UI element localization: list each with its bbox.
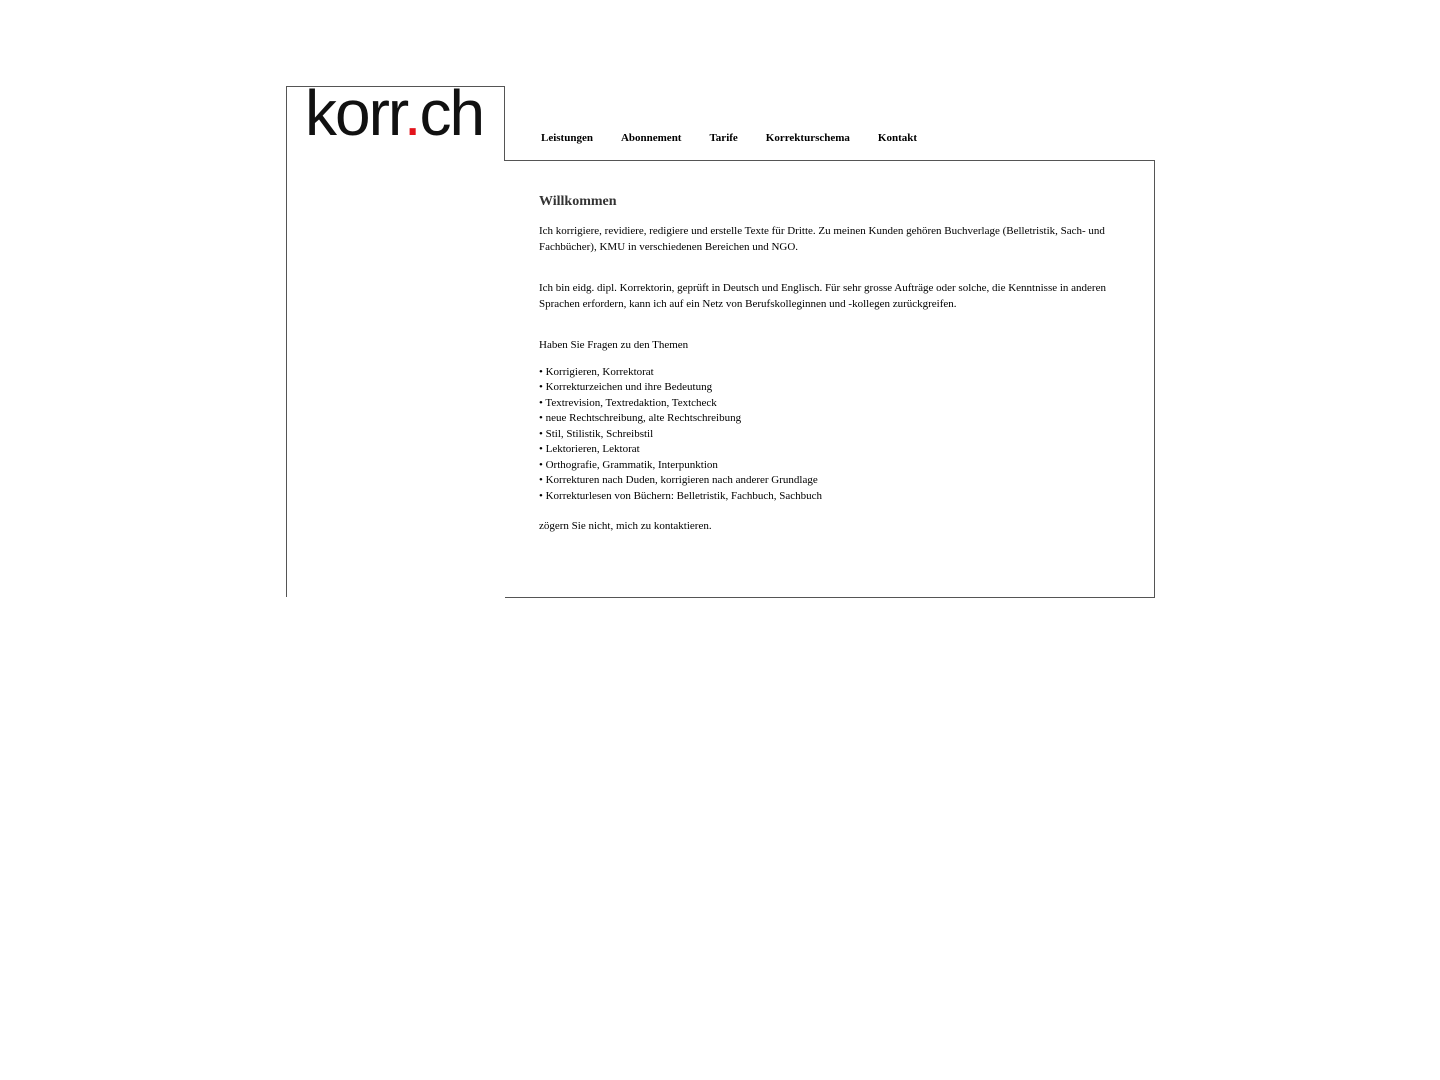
logo-frame xyxy=(287,77,505,161)
site-logo[interactable] xyxy=(305,77,484,149)
nav-link-korrekturschema[interactable]: Korrekturschema xyxy=(765,132,850,144)
list-item: • Textrevision, Textredaktion, Textcheck xyxy=(539,396,717,409)
page-title: Willkommen xyxy=(539,194,617,209)
left-sidebar xyxy=(286,77,505,597)
list-item: • Korrekturen nach Duden, korrigieren nach anderer Grundlage xyxy=(539,474,818,486)
qualification-paragraph: Ich bin eidg. dipl. Korrektorin, geprüft in Deutsch und Englisch. Für sehr grosse Aufträge oder solche, die Kenntnisse in anderen Sprachen erfordern, kann ich auf ein Netz von Berufskolleginnen und -kollegen zurückgreifen. xyxy=(539,282,1106,310)
content-box xyxy=(505,160,1155,598)
main-content xyxy=(539,193,1119,535)
logo-red-dot: . xyxy=(403,77,420,149)
list-item: • Orthografie, Grammatik, Interpunktion xyxy=(539,458,718,471)
nav-link-kontakt[interactable]: Kontakt xyxy=(877,132,918,144)
nav-link-tarife[interactable]: Tarife xyxy=(709,132,738,144)
logo-text-korr: korr xyxy=(305,77,404,149)
closing-text: zögern Sie nicht, mich zu kontaktieren. xyxy=(539,520,712,532)
list-item: • neue Rechtschreibung, alte Rechtschreibung xyxy=(539,412,742,424)
logo-text-ch: ch xyxy=(419,77,484,149)
questions-intro: Haben Sie Fragen zu den Themen xyxy=(539,339,689,351)
list-item: • Korrigieren, Korrektorat xyxy=(539,365,654,378)
main-navigation xyxy=(541,132,945,144)
nav-link-leistungen[interactable]: Leistungen xyxy=(541,132,593,144)
list-item: • Lektorieren, Lektorat xyxy=(539,443,640,455)
list-item: • Stil, Stilistik, Schreibstil xyxy=(539,427,654,440)
list-item: • Korrekturzeichen und ihre Bedeutung xyxy=(539,381,713,393)
nav-link-abonnement[interactable]: Abonnement xyxy=(620,132,682,144)
intro-paragraph: Ich korrigiere, revidiere, redigiere und erstelle Texte für Dritte. Zu meinen Kunden gehören Buchverlage (Belletristik, Sach- und Fachbücher), KMU in verschiedenen Bereichen und NGO. xyxy=(539,225,1105,253)
topic-list xyxy=(539,365,1119,505)
list-item: • Korrekturlesen von Büchern: Belletristik, Fachbuch, Sachbuch xyxy=(539,489,823,502)
